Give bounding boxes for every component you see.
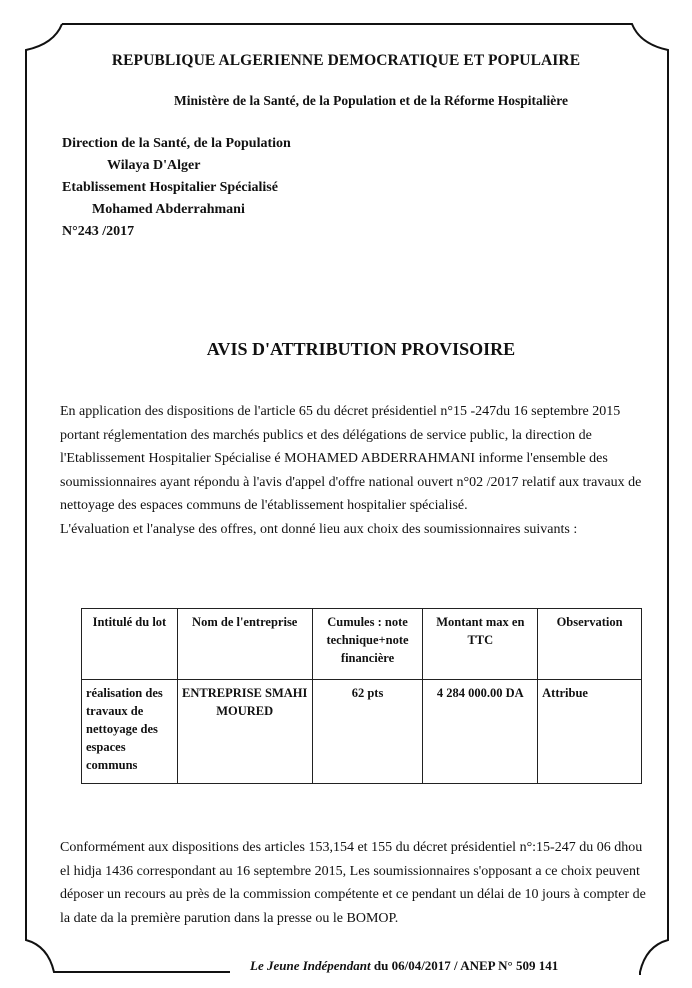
- evaluation-sentence: L'évaluation et l'analyse des offres, ont donné lieu aux choix des soumissionnaires suivants :: [60, 521, 578, 537]
- issuer-block: [62, 133, 291, 243]
- newspaper-name: Le Jeune Indépendant: [250, 958, 371, 973]
- direction-line: Direction de la Santé, de la Population: [62, 136, 291, 151]
- intro-section: [60, 400, 655, 541]
- publication-details: du 06/04/2017 / ANEP N° 509 141: [370, 958, 559, 973]
- publication-footer: [250, 958, 558, 974]
- establishment-line: Etablissement Hospitalier Spécialisé: [62, 180, 278, 195]
- cell-score: 62 pts: [312, 680, 423, 784]
- cell-company: ENTREPRISE SMAHI MOURED: [177, 680, 312, 784]
- header-observation: Observation: [538, 609, 642, 680]
- header-score: Cumules : note technique+note financière: [312, 609, 423, 680]
- wilaya-line: Wilaya D'Alger: [107, 158, 201, 173]
- cell-lot: réalisation des travaux de nettoyage des espaces communs: [82, 680, 178, 784]
- reference-number: N°243 /2017: [62, 224, 135, 239]
- cell-amount: 4 284 000.00 DA: [423, 680, 538, 784]
- table-row: [82, 680, 642, 784]
- table-header-row: [82, 609, 642, 680]
- notice-title: AVIS D'ATTRIBUTION PROVISOIRE: [206, 339, 516, 359]
- cell-observation: Attribue: [538, 680, 642, 784]
- header-lot: Intitulé du lot: [82, 609, 178, 680]
- header-company: Nom de l'entreprise: [177, 609, 312, 680]
- establishment-name: Mohamed Abderrahmani: [92, 202, 245, 217]
- republic-heading: REPUBLIQUE ALGERIENNE DEMOCRATIQUE ET POPULAIRE: [111, 52, 581, 69]
- ministry-heading: Ministère de la Santé, de la Population et de la Réforme Hospitalière: [174, 93, 568, 108]
- header-amount: Montant max en TTC: [423, 609, 538, 680]
- award-table: [81, 608, 642, 784]
- intro-paragraph: En application des dispositions de l'article 65 du décret présidentiel n°15 -247du 16 septembre 2015 portant réglementation des marchés publics et des délégations de service public, la direction de l'Etablissement Hospitalier Spécialise é MOHAMED ABDERRAHMANI informe l'ensemble des soumissionnaires ayant répondu à l'avis d'appel d'offre national ouvert n°02 /2017 relatif aux travaux de nettoyage des espaces communs de l'établissement hospitalier spécialisé.: [60, 404, 642, 513]
- closing-paragraph: Conformément aux dispositions des articles 153,154 et 155 du décret présidentiel n°:15-247 du 06 dhou el hidja 1436 correspondant au 16 septembre 2015, Les soumissionnaires s'opposant a ce choix peuvent déposer un recours au près de la commission compétente et ce pendant un délai de 10 jours à compter de la date da la première parution dans la presse ou le BOMOP.: [60, 840, 646, 926]
